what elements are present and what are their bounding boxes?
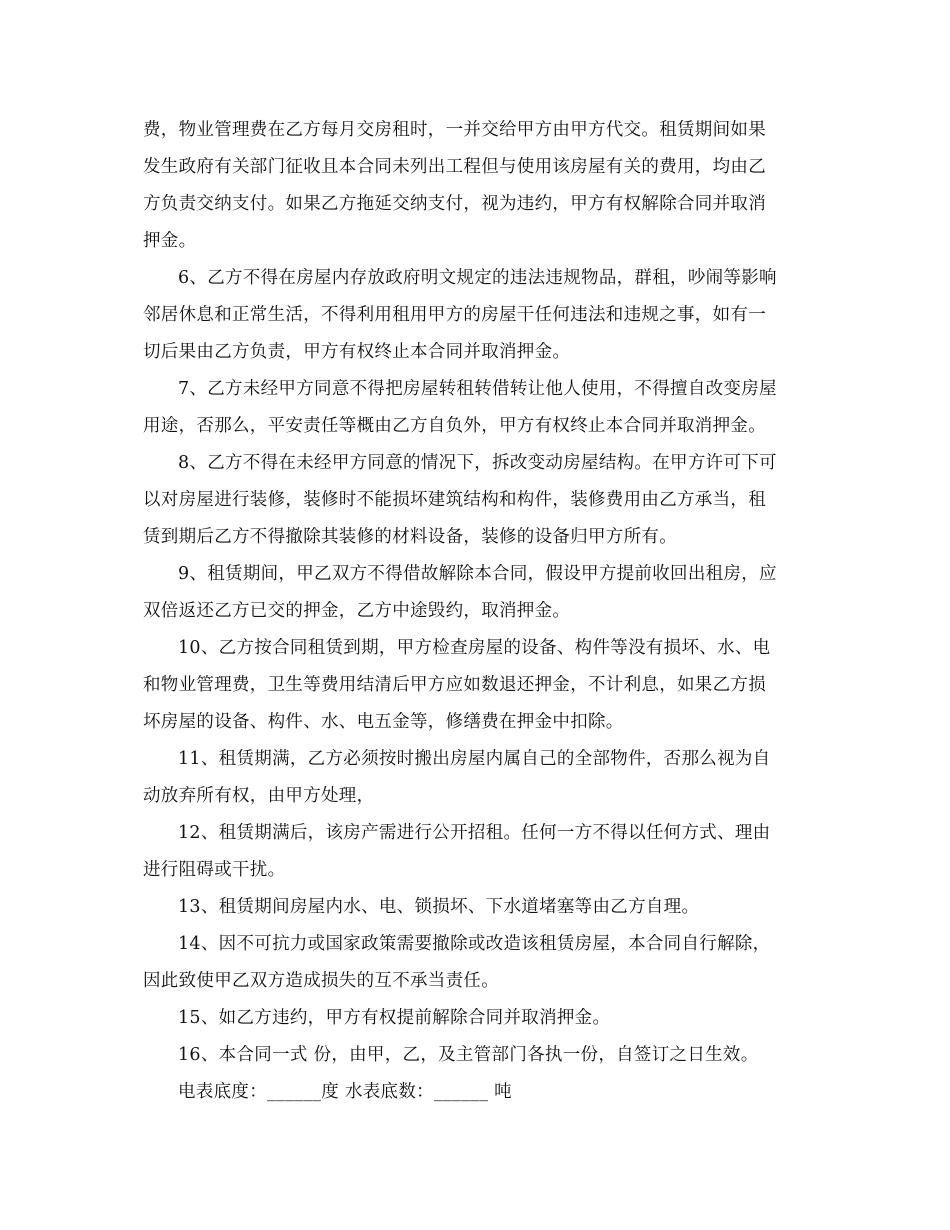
clause-12 <box>143 815 808 889</box>
text-line: 押金。 <box>143 231 197 251</box>
text-line: 12、租赁期满后，该房产需进行公开招租。任何一方不得以任何方式、理由 <box>178 823 771 843</box>
document-body <box>143 112 808 1111</box>
clause-9 <box>143 556 808 630</box>
clause-14 <box>143 926 808 1000</box>
clause-7 <box>143 371 808 445</box>
clause-13 <box>143 889 808 926</box>
clause-6 <box>143 260 808 371</box>
text-line: 坏房屋的设备、构件、水、电五金等，修缮费在押金中扣除。 <box>143 712 624 732</box>
text-line: 进行阻碍或干扰。 <box>143 860 286 880</box>
text-line: 10、乙方按合同租赁到期，甲方检查房屋的设备、构件等没有损坏、水、电 <box>178 638 771 658</box>
clause-11 <box>143 741 808 815</box>
text-line: 11、租赁期满，乙方必须按时搬出房屋内属自己的全部物件，否那么视为自 <box>178 749 771 769</box>
text-line: 以对房屋进行装修，装修时不能损坏建筑结构和构件，装修费用由乙方承当，租 <box>143 490 766 510</box>
text-line: 发生政府有关部门征收且本合同未列出工程但与使用该房屋有关的费用，均由乙 <box>143 157 766 177</box>
text-line: 双倍返还乙方已交的押金，乙方中途毁约，取消押金。 <box>143 601 571 621</box>
meter-reading-line: 电表底度：______度 水表底数：______ 吨 <box>178 1082 512 1102</box>
text-line: 邻居休息和正常生活，不得利用租用甲方的房屋干任何违法和违规之事，如有一 <box>143 305 766 325</box>
text-line: 用途，否那么，平安责任等概由乙方自负外，甲方有权终止本合同并取消押金。 <box>143 416 766 436</box>
clause-10 <box>143 630 808 741</box>
meter-readings <box>143 1074 808 1111</box>
text-line: 因此致使甲乙双方造成损失的互不承当责任。 <box>143 971 499 991</box>
text-line: 16、本合同一式 份，由甲，乙，及主管部门各执一份，自签订之日生效。 <box>178 1045 759 1065</box>
text-line: 7、乙方未经甲方同意不得把房屋转租转借转让他人使用，不得擅自改变房屋 <box>178 379 777 399</box>
clause-15 <box>143 1000 808 1037</box>
text-line: 动放弃所有权，由甲方处理， <box>143 786 375 806</box>
paragraph-continued-fees <box>143 112 808 260</box>
text-line: 15、如乙方违约，甲方有权提前解除合同并取消押金。 <box>178 1008 611 1028</box>
text-line: 13、租赁期间房屋内水、电、锁损坏、下水道堵塞等由乙方自理。 <box>178 897 700 917</box>
text-line: 8、乙方不得在未经甲方同意的情况下，拆改变动房屋结构。在甲方许可下可 <box>178 453 777 473</box>
clause-8 <box>143 445 808 556</box>
text-line: 方负责交纳支付。如果乙方拖延交纳支付，视为违约，甲方有权解除合同并取消 <box>143 194 766 214</box>
text-line: 14、因不可抗力或国家政策需要撤除或改造该租赁房屋，本合同自行解除， <box>178 934 771 954</box>
text-line: 和物业管理费，卫生等费用结清后甲方应如数退还押金，不计利息，如果乙方损 <box>143 675 766 695</box>
text-line: 6、乙方不得在房屋内存放政府明文规定的违法违规物品，群租，吵闹等影响 <box>178 268 777 288</box>
clause-16 <box>143 1037 808 1074</box>
text-line: 9、租赁期间，甲乙双方不得借故解除本合同，假设甲方提前收回出租房，应 <box>178 564 777 584</box>
text-line: 切后果由乙方负责，甲方有权终止本合同并取消押金。 <box>143 342 571 362</box>
text-line: 费，物业管理费在乙方每月交房租时，一并交给甲方由甲方代交。租赁期间如果 <box>143 120 766 140</box>
text-line: 赁到期后乙方不得撤除其装修的材料设备，装修的设备归甲方所有。 <box>143 527 677 547</box>
